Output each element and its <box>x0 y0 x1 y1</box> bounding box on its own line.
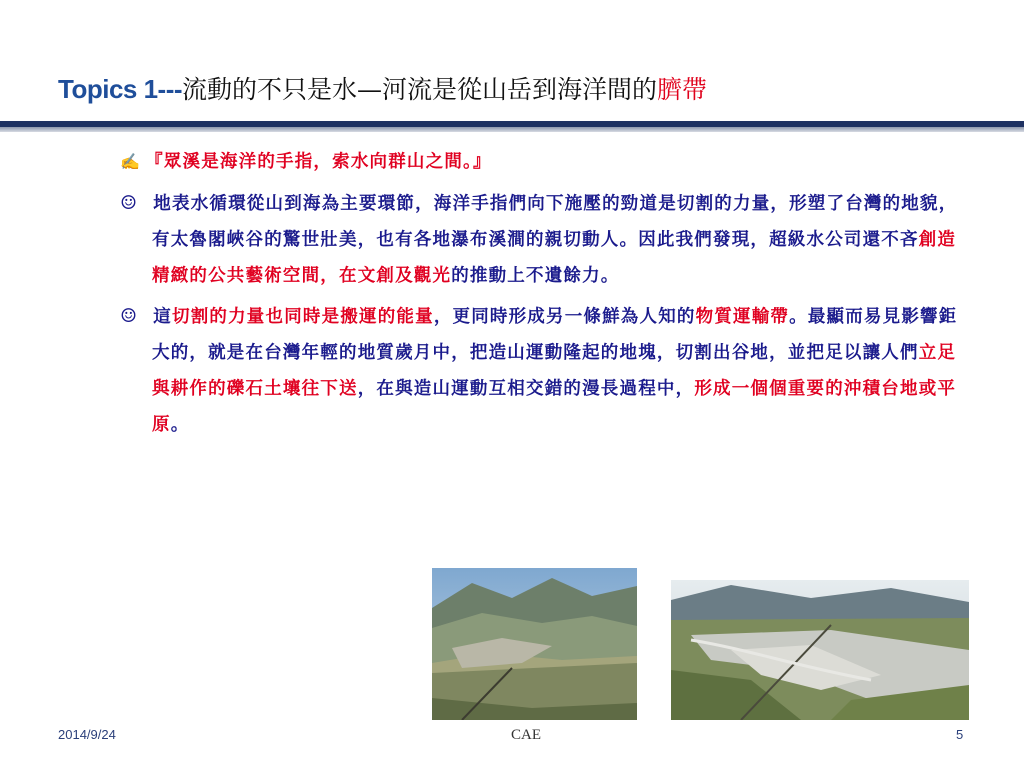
highlight-text: 物質運輸帶 <box>695 307 790 327</box>
footer-page-number: 5 <box>956 727 964 742</box>
paragraph-1 <box>120 185 970 294</box>
highlight-text: 立足與耕作的礫石土壤往下送 <box>152 343 957 399</box>
paragraph-2 <box>120 298 970 443</box>
slide-title <box>58 70 707 114</box>
title-divider-shadow <box>0 127 1024 132</box>
smiley-icon: ☺ <box>120 305 139 327</box>
body-text: 的推動上不遺餘力。 <box>451 266 620 286</box>
title-highlight: 臍帶 <box>657 75 708 104</box>
body-text: ，在與造山運動互相交錯的漫長過程中， <box>357 379 695 399</box>
body-text: 這 <box>153 307 172 327</box>
slide-content <box>120 148 970 447</box>
quote-text: 『眾溪是海洋的手指，索水向群山之間。』 <box>145 152 492 172</box>
river-plain-photo <box>671 580 969 720</box>
quote-line <box>120 148 970 173</box>
title-chinese: 流動的不只是水—河流是從山岳到海洋間的 <box>182 75 658 104</box>
highlight-text: 形成一個個重要的沖積台地或平原 <box>152 379 957 435</box>
title-english: Topics 1--- <box>58 74 183 104</box>
body-text: 。 <box>170 415 190 435</box>
body-text: 地表水循環從山到海為主要環節，海洋手指們向下施壓的勁道是切割的力量，形塑了台灣的地貌，有太魯閣峽谷的驚世壯美，也有各地瀑布溪澗的親切動人。因此我們發現，超級水公司還不吝 <box>152 194 958 250</box>
footer-center-label: CAE <box>511 727 541 743</box>
highlight-text: 創造精緻的公共藝術空間，在文創及觀光 <box>152 230 957 286</box>
footer-date: 2014/9/24 <box>58 727 116 742</box>
body-text: ，更同時形成另一條鮮為人知的 <box>433 307 696 327</box>
smiley-icon: ☺ <box>120 192 139 214</box>
valley-photo <box>432 568 637 720</box>
highlight-text: 切割的力量也同時是搬運的能量 <box>172 307 434 327</box>
pen-icon: ✍ <box>120 152 142 171</box>
body-text: 。最顯而易見影響鉅大的，就是在台灣年輕的地質歲月中，把造山運動隆起的地塊，切割出谷地，並把足以讓人們 <box>152 307 958 363</box>
